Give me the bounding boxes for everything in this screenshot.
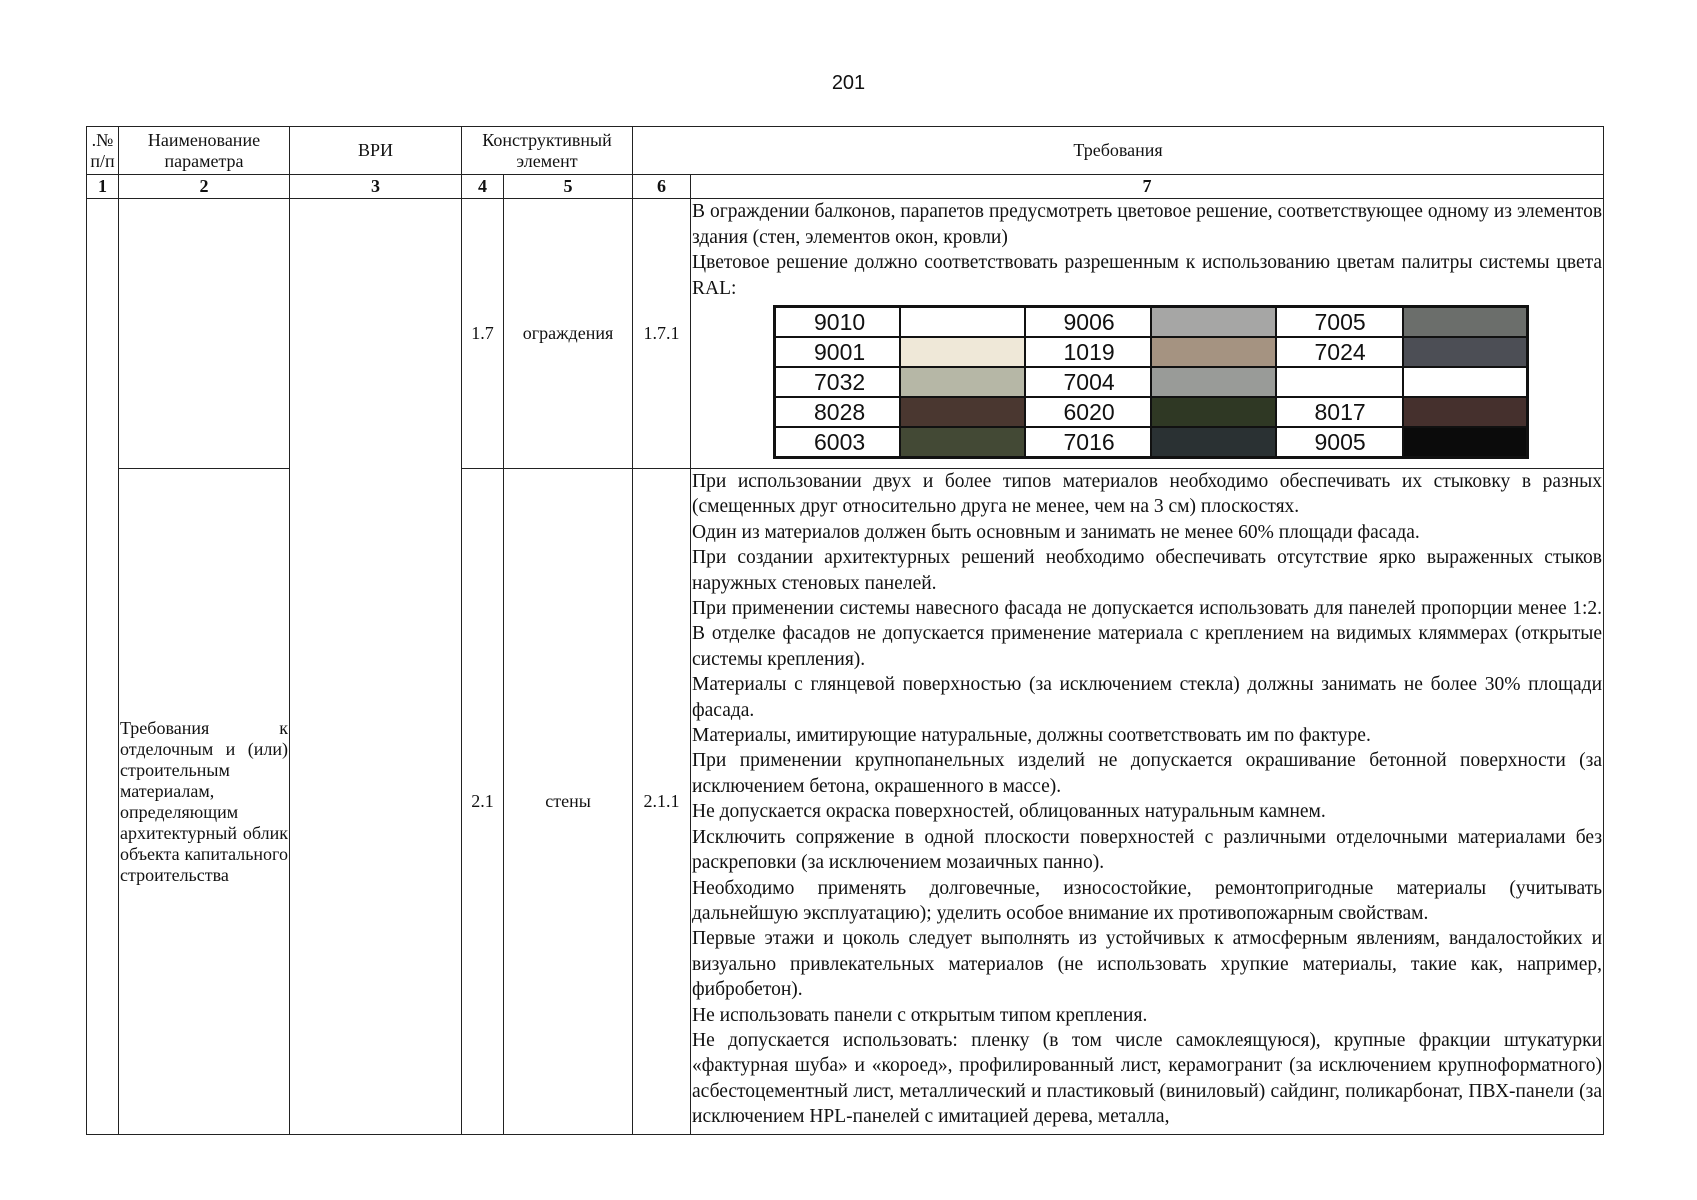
ral-color-swatch: [1151, 427, 1276, 458]
ral-color-swatch: [1403, 367, 1528, 397]
ral-row: [775, 307, 1528, 338]
ral-color-swatch: [1403, 397, 1528, 427]
header-vri: ВРИ: [290, 127, 462, 175]
ral-row: [775, 367, 1528, 397]
param-cell-empty: [119, 199, 290, 469]
ral-row: [775, 397, 1528, 427]
header-param: Наименование параметра: [119, 127, 290, 175]
ral-code: 8028: [775, 397, 900, 427]
ral-color-swatch: [900, 307, 1025, 338]
ral-code: 6003: [775, 427, 900, 458]
ral-code: 9006: [1025, 307, 1151, 338]
ral-code: 6020: [1025, 397, 1151, 427]
column-number-row: [87, 175, 1604, 199]
requirement-paragraph: При применении системы навесного фасада не допускается использовать для панелей пропорции менее 1:2. В отделке фасадов не допускается применение материала с креплением на видимых кляммерах (открытые системы крепления).: [692, 598, 1603, 670]
requirement-paragraph: При создании архитектурных решений необходимо обеспечивать отсутствие ярко выраженных стыков наружных стеновых панелей.: [692, 547, 1603, 594]
requirement-paragraph: Цветовое решение должно соответствовать разрешенным к использованию цветам палитры системы цвета RAL:: [692, 252, 1603, 299]
col-number: 7: [691, 175, 1604, 199]
requirement-paragraph: Один из материалов должен быть основным и занимать не менее 60% площади фасада.: [692, 521, 1420, 543]
requirement-paragraph: При использовании двух и более типов материалов необходимо обеспечивать их стыковку в разных (смещенных друг относительно друга не менее, чем на 3 см) плоскостях.: [692, 471, 1603, 518]
ral-color-swatch: [1151, 367, 1276, 397]
ral-row: [775, 427, 1528, 458]
ral-code: 1019: [1025, 337, 1151, 367]
col-number: 2: [119, 175, 290, 199]
ral-code: 7005: [1276, 307, 1403, 338]
col-number: 6: [633, 175, 691, 199]
ral-code: 8017: [1276, 397, 1403, 427]
ral-code: 9001: [775, 337, 900, 367]
requirements-cell: [691, 469, 1604, 1135]
requirement-paragraph: Не допускается окраска поверхностей, облицованных натуральным камнем.: [692, 801, 1326, 823]
element-name: стены: [504, 469, 633, 1135]
requirements-table: [86, 126, 1604, 1135]
requirements-cell: [691, 199, 1604, 469]
header-constructive: Конструктивный элемент: [462, 127, 633, 175]
header-num: .№ п/п: [87, 127, 119, 175]
req-code: 1.7.1: [633, 199, 691, 469]
header-row: [87, 127, 1604, 175]
ral-row: [775, 337, 1528, 367]
page-number: 201: [831, 72, 866, 94]
requirement-paragraph: Не допускается использовать: пленку (в том числе самоклеящуюся), крупные фракции штукатурки «фактурная шуба» и «короед», профилированный лист, керамогранит (за исключением крупноформатного) асбестоцементный лист, металлический и пластиковый (виниловый) сайдинг, поликарбонат, ПВХ-панели (за исключением HPL-панелей с имитацией дерева, металла,: [692, 1029, 1603, 1128]
ral-color-swatch: [900, 397, 1025, 427]
col-number: 1: [87, 175, 119, 199]
ral-code: 9005: [1276, 427, 1403, 458]
ral-palette-table: [773, 305, 1529, 459]
requirement-paragraph: Не использовать панели с открытым типом крепления.: [692, 1004, 1148, 1026]
col-number: 4: [462, 175, 504, 199]
param-name: Требования к отделочным и (или) строительным материалам, определяющим архитектурный облик объекта капитального строительства: [119, 469, 290, 1135]
ral-code: 7004: [1025, 367, 1151, 397]
ral-code: [1276, 367, 1403, 397]
req-code: 2.1.1: [633, 469, 691, 1135]
header-requirements: Требования: [633, 127, 1604, 175]
ral-code: 7016: [1025, 427, 1151, 458]
requirement-paragraph: Материалы с глянцевой поверхностью (за исключением стекла) должны занимать не более 30% площади фасада.: [692, 674, 1603, 721]
ral-color-swatch: [1151, 337, 1276, 367]
table-row: [87, 199, 1604, 469]
requirement-paragraph: Необходимо применять долговечные, износостойкие, ремонтопригодные материалы (учитывать дальнейшую эксплуатацию); уделить особое внимание их противопожарным свойствам.: [692, 877, 1603, 924]
requirement-paragraph: Первые этажи и цоколь следует выполнять из устойчивых к атмосферным явлениям, вандалостойких и визуально привлекательных материалов (не использовать хрупкие материалы, такие как, например, фибробетон).: [692, 928, 1603, 1001]
ral-color-swatch: [900, 337, 1025, 367]
element-code: 1.7: [462, 199, 504, 469]
col-number: 3: [290, 175, 462, 199]
ral-code: 9010: [775, 307, 900, 338]
element-code: 2.1: [462, 469, 504, 1135]
requirement-paragraph: При применении крупнопанельных изделий не допускается окрашивание бетонной поверхности (за исключением бетона, окрашенного в массе).: [692, 750, 1603, 797]
ral-code: 7032: [775, 367, 900, 397]
ral-color-swatch: [1403, 307, 1528, 338]
ral-color-swatch: [900, 367, 1025, 397]
ral-color-swatch: [900, 427, 1025, 458]
ral-color-swatch: [1403, 337, 1528, 367]
ral-code: 7024: [1276, 337, 1403, 367]
ral-color-swatch: [1151, 397, 1276, 427]
requirement-paragraph: В ограждении балконов, парапетов предусмотреть цветовое решение, соответствующее одному из элементов здания (стен, элементов окон, кровли): [692, 201, 1603, 248]
num-cell: [87, 199, 119, 1135]
requirement-paragraph: Исключить сопряжение в одной плоскости поверхностей с различными отделочными материалами без раскреповки (за исключением мозаичных панно).: [692, 826, 1603, 874]
ral-color-swatch: [1403, 427, 1528, 458]
ral-color-swatch: [1151, 307, 1276, 338]
vri-cell: [290, 199, 462, 1135]
col-number: 5: [504, 175, 633, 199]
element-name: ограждения: [504, 199, 633, 469]
requirement-paragraph: Материалы, имитирующие натуральные, должны соответствовать им по фактуре.: [692, 725, 1371, 747]
